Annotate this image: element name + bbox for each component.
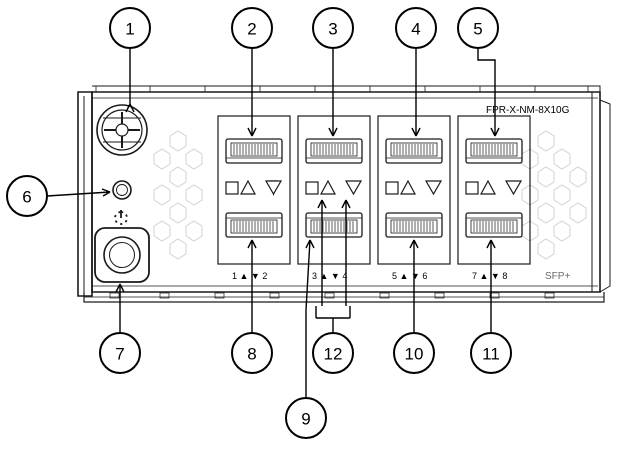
- power-symbol-icon: [115, 210, 127, 224]
- callout-11-label: 11: [482, 344, 500, 364]
- sfp-port-bottom[interactable]: [226, 213, 522, 237]
- callout-6: [7, 176, 47, 216]
- callout-3: [313, 8, 353, 48]
- sfp-plus-label: SFP+: [545, 271, 571, 282]
- callout-8: [232, 333, 272, 373]
- callout-4-label: 4: [411, 19, 421, 39]
- callout-7-label: 7: [115, 344, 125, 364]
- port-label-5-6: 5 ▲ ▼ 6: [392, 271, 428, 281]
- port-led-indicators: [226, 181, 521, 194]
- callout-10: [394, 333, 434, 373]
- callout-11: [471, 333, 511, 373]
- module-part-number: FPR-X-NM-8X10G: [486, 105, 570, 116]
- sfp-port-top[interactable]: [226, 139, 522, 163]
- status-led: [113, 181, 131, 199]
- callout-6-label: 6: [22, 187, 32, 207]
- power-button[interactable]: [95, 228, 149, 282]
- callout-12-label: 12: [323, 344, 343, 364]
- callout-12: [313, 333, 353, 373]
- callout-2-label: 2: [247, 19, 257, 39]
- callout-1: [110, 8, 150, 48]
- callout-4: [396, 8, 436, 48]
- port-label-7-8: 7 ▲ ▼ 8: [472, 271, 508, 281]
- callout-1-label: 1: [125, 19, 135, 39]
- callout-9-label: 9: [301, 409, 311, 429]
- callout-5-label: 5: [473, 19, 483, 39]
- callout-3-label: 3: [328, 19, 338, 39]
- callout-8-label: 8: [247, 344, 257, 364]
- callout-2: [232, 8, 272, 48]
- callout-10-label: 10: [404, 344, 424, 364]
- callout-9: [286, 398, 326, 438]
- port-label-1-2: 1 ▲ ▼ 2: [232, 271, 268, 281]
- port-label-3-4: 3 ▲ ▼ 4: [312, 271, 348, 281]
- captive-thumbscrew: [97, 105, 147, 155]
- callout-5: [458, 8, 498, 48]
- callout-7: [100, 333, 140, 373]
